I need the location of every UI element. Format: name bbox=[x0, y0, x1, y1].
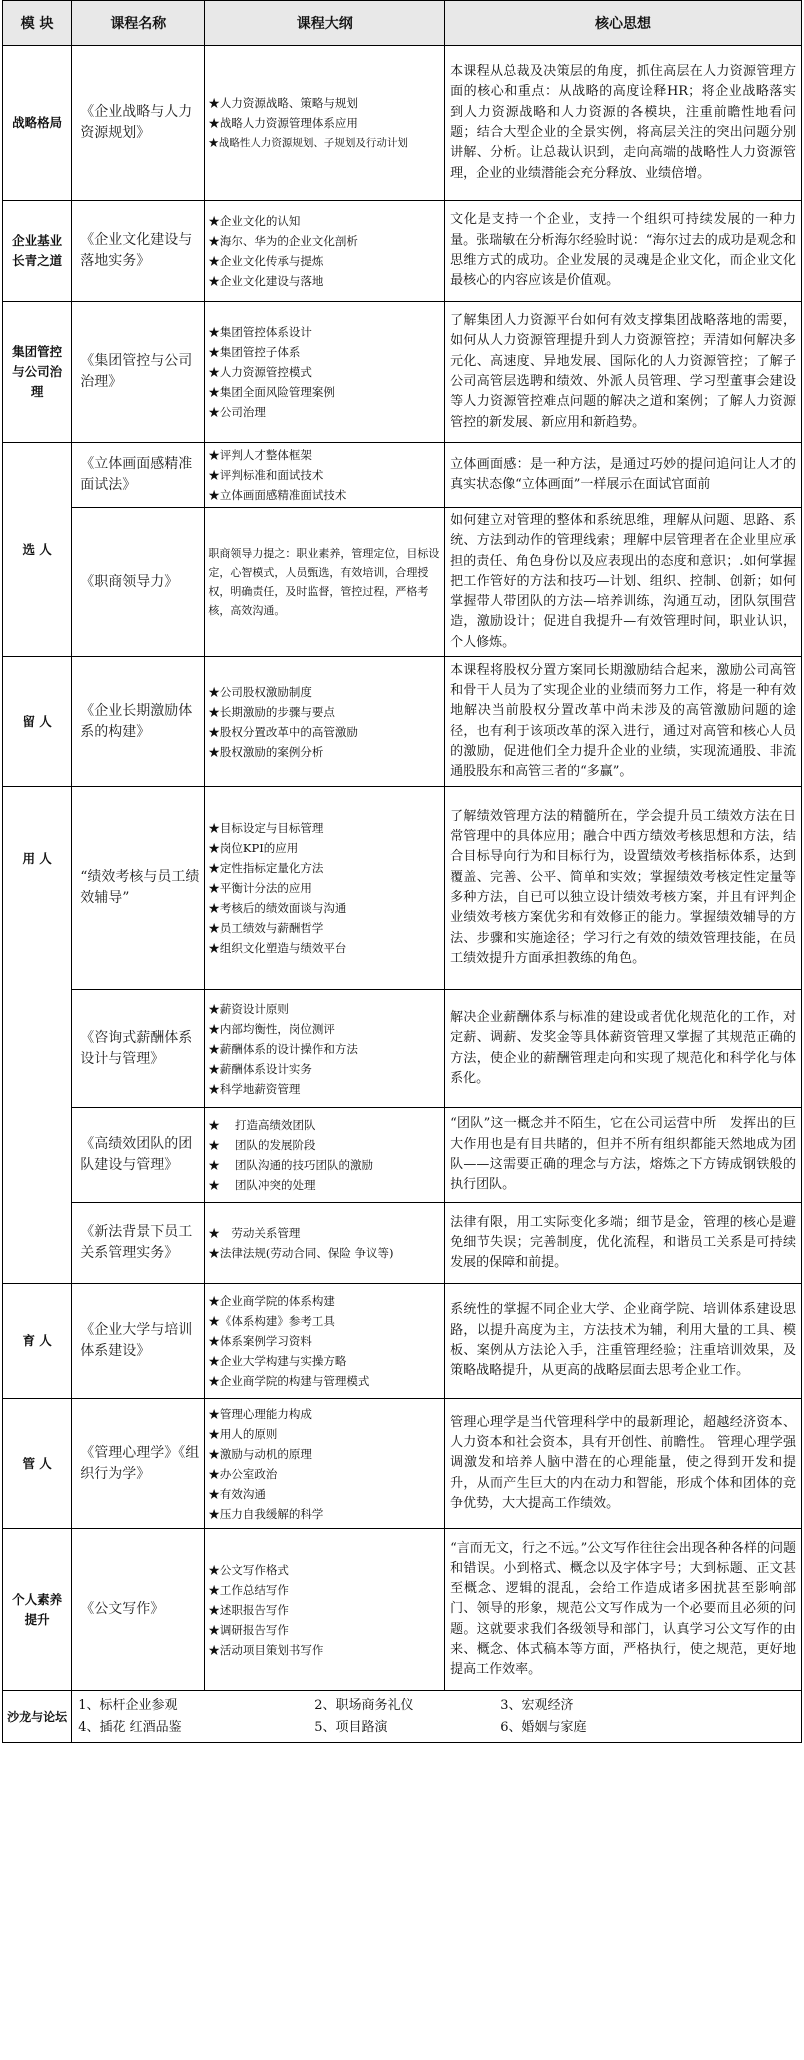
course-name: 《企业大学与培训体系建设》 bbox=[72, 1284, 205, 1399]
outline-list bbox=[205, 46, 445, 201]
course-name: 《咨询式薪酬体系设计与管理》 bbox=[72, 990, 205, 1108]
outline-item: ★ 团队的发展阶段 bbox=[208, 1138, 316, 1153]
module-cell: 企业基业长青之道 bbox=[3, 201, 72, 302]
curriculum-table bbox=[2, 0, 802, 1743]
outline-item: ★股权激励的案例分析 bbox=[208, 744, 324, 759]
outline-item: ★评判人才整体框架 bbox=[208, 448, 312, 462]
core-idea: 文化是支持一个企业，支持一个组织可持续发展的一种力量。张瑞敏在分析海尔经验时说：“海尔过去的成功是观念和思维方式的成功。企业发展的灵魂是企业文化，而企业文化最核心的内容应该是价值观。 bbox=[445, 201, 802, 302]
course-name: 《集团管控与公司治理》 bbox=[72, 302, 205, 443]
core-idea: “团队”这一概念并不陌生，它在公司运营中所 发挥出的巨大作用也是有目共睹的，但并不所有组织都能天然地成为团队——这需要正确的理念与方法，熔炼之下方铸成钢铁般的执行团队。 bbox=[445, 1108, 802, 1203]
forum-topics bbox=[72, 1691, 802, 1743]
forum-topic: 5、项目路演 bbox=[314, 1719, 388, 1735]
outline-list bbox=[205, 302, 445, 443]
outline-item: ★人力资源战略、策略与规划 bbox=[208, 96, 358, 110]
outline-item: ★考核后的绩效面谈与沟通 bbox=[208, 901, 347, 916]
outline-item: ★法律法规(劳动合同、保险 争议等) bbox=[208, 1246, 394, 1261]
course-name: 《企业文化建设与落地实务》 bbox=[72, 201, 205, 302]
header-idea: 核心思想 bbox=[445, 1, 802, 46]
outline-list bbox=[205, 1203, 445, 1284]
outline-item: ★ 团队冲突的处理 bbox=[208, 1178, 316, 1193]
outline-item: ★集团管控子体系 bbox=[208, 345, 301, 359]
core-idea: 法律有限，用工实际变化多端；细节是金，管理的核心是避免细节失误；完善制度，优化流程，和谐员工关系是可持续发展的保障和前提。 bbox=[445, 1203, 802, 1284]
outline-item: ★岗位KPI的应用 bbox=[208, 841, 299, 856]
course-name: 《新法背景下员工关系管理实务》 bbox=[72, 1203, 205, 1284]
course-name: 《职商领导力》 bbox=[72, 508, 205, 657]
module-cell: 个人素养提升 bbox=[3, 1529, 72, 1691]
module-cell: 集团管控与公司治理 bbox=[3, 302, 72, 443]
outline-item: ★评判标准和面试技术 bbox=[208, 468, 324, 482]
header-course: 课程名称 bbox=[72, 1, 205, 46]
outline-item: ★平衡计分法的应用 bbox=[208, 881, 312, 896]
course-name: 《公文写作》 bbox=[72, 1529, 205, 1691]
module-cell: 留 人 bbox=[3, 657, 72, 787]
module-cell: 用 人 bbox=[3, 787, 72, 1284]
table-row bbox=[3, 1284, 802, 1399]
table-row bbox=[3, 508, 802, 657]
outline-item: ★企业商学院的体系构建 bbox=[208, 1294, 335, 1309]
outline-item: ★员工绩效与薪酬哲学 bbox=[208, 921, 324, 936]
outline-list bbox=[205, 1529, 445, 1691]
core-idea: 了解集团人力资源平台如何有效支撑集团战略落地的需要，如何从人力资源管理提升到人力资源管控；弄清如何解决多元化、高速度、异地发展、国际化的人力资源管控；了解子公司高管层选聘和绩效、外派人员管理、学习型董事会建设等人力资源管控难点问题的解决之道和案例；了解人力资源管控的新发展、新应用和新趋势。 bbox=[445, 302, 802, 443]
table-row bbox=[3, 1529, 802, 1691]
table-row bbox=[3, 787, 802, 990]
module-cell: 战略格局 bbox=[3, 46, 72, 201]
course-name: 《企业战略与人力资源规划》 bbox=[72, 46, 205, 201]
outline-paragraph: 职商领导力提之：职业素养，管理定位，目标设定，心智模式，人员甄选，有效培训，合理授权，明确责任，及时监督，管控过程，严格考核，高效沟通。 bbox=[205, 508, 445, 657]
header-row bbox=[3, 1, 802, 46]
forum-topic: 4、插花 红酒品鉴 bbox=[78, 1719, 182, 1735]
outline-item: ★压力自我缓解的科学 bbox=[208, 1506, 324, 1521]
outline-item: ★集团全面风险管理案例 bbox=[208, 385, 335, 399]
outline-item: ★活动项目策划书写作 bbox=[208, 1642, 324, 1657]
outline-item: ★办公室政治 bbox=[208, 1466, 278, 1481]
outline-list bbox=[205, 1399, 445, 1529]
forum-module-cell: 沙龙与论坛 bbox=[3, 1691, 72, 1743]
outline-item: ★企业文化建设与落地 bbox=[208, 274, 324, 288]
table-row bbox=[3, 302, 802, 443]
outline-list bbox=[205, 443, 445, 508]
table-row bbox=[3, 1203, 802, 1284]
outline-item: ★公司股权激励制度 bbox=[208, 684, 312, 699]
outline-item: ★企业文化传承与提炼 bbox=[208, 254, 324, 268]
core-idea: 管理心理学是当代管理科学中的最新理论，超越经济资本、人力资本和社会资本，具有开创性、前瞻性。 管理心理学强调激发和培养人脑中潜在的心理能量，使之得到开发和提升，从而产生巨大的内在动力和智能，形成个体和团体的竞争优势，大大提高工作绩效。 bbox=[445, 1399, 802, 1529]
outline-list bbox=[205, 1284, 445, 1399]
outline-item: ★ 打造高绩效团队 bbox=[208, 1118, 316, 1133]
outline-item: ★组织文化塑造与绩效平台 bbox=[208, 941, 347, 956]
outline-item: ★长期激励的步骤与要点 bbox=[208, 704, 335, 719]
outline-list bbox=[205, 201, 445, 302]
module-cell: 选 人 bbox=[3, 443, 72, 657]
outline-item: ★体系案例学习资料 bbox=[208, 1334, 312, 1349]
forum-topic: 6、婚姻与家庭 bbox=[500, 1719, 587, 1735]
outline-item: ★调研报告写作 bbox=[208, 1622, 289, 1637]
table-row bbox=[3, 657, 802, 787]
outline-item: ★集团管控体系设计 bbox=[208, 325, 312, 339]
outline-item: ★用人的原则 bbox=[208, 1426, 278, 1441]
outline-item: ★《体系构建》参考工具 bbox=[208, 1314, 335, 1329]
outline-item: ★管理心理能力构成 bbox=[208, 1406, 312, 1421]
header-outline: 课程大纲 bbox=[205, 1, 445, 46]
forum-row bbox=[3, 1691, 802, 1743]
course-name: 《企业长期激励体系的构建》 bbox=[72, 657, 205, 787]
forum-topic: 2、职场商务礼仪 bbox=[314, 1697, 414, 1713]
module-cell: 育 人 bbox=[3, 1284, 72, 1399]
course-name: 《高绩效团队的团队建设与管理》 bbox=[72, 1108, 205, 1203]
outline-item: ★目标设定与目标管理 bbox=[208, 821, 324, 836]
core-idea: 系统性的掌握不同企业大学、企业商学院、培训体系建设思路，以提升高度为主，方法技术为辅，利用大量的工具、模板、案例从方法论入手，注重管理经验；注重培训效果，及策略战略提升，从更高的战略层面去思考企业工作。 bbox=[445, 1284, 802, 1399]
outline-list bbox=[205, 657, 445, 787]
table-row bbox=[3, 201, 802, 302]
core-idea: 了解绩效管理方法的精髓所在，学会提升员工绩效方法在日常管理中的具体应用；融合中西方绩效考核思想和方法，结合目标导向行为和目标行为，设置绩效考核指标体系，达到覆盖、完善、公平、简单和实效；掌握绩效考核定性定量等多种方法，自已可以独立设计绩效考核方案，并且有评判企业绩效考核方案优劣和有效修正的能力。掌握绩效辅导的方法、步骤和实施途径；学习行之有效的绩效管理技能，在员工绩效提升方面承担教练的角色。 bbox=[445, 787, 802, 990]
outline-item: ★ 劳动关系管理 bbox=[208, 1226, 301, 1241]
header-module: 模 块 bbox=[3, 1, 72, 46]
core-idea: 本课程从总裁及决策层的角度，抓住高层在人力资源管理方面的核心和重点：从战略的高度诠释HR；将企业战略落实到人力资源战略和人力资源的各模块，注重前瞻性地看问题；结合大型企业的全景实例，将高层关注的突出问题分别讲解、分析。让总裁认识到，走向高端的战略性人力资源管理，企业的业绩潜能会充分释放、业绩倍增。 bbox=[445, 46, 802, 201]
table-row bbox=[3, 46, 802, 201]
table-row bbox=[3, 1399, 802, 1529]
core-idea: 如何建立对管理的整体和系统思维，理解从问题、思路、系统、方法到动作的管理线索；理解中层管理者在企业里应承担的责任、角色身份以及应表现出的态度和意识；.如何掌握把工作管好的方法和技巧—计划、组织、控制、创新；如何掌握带人带团队的方法—培养训练，沟通互动，团队氛围营造，激励设计；促进自我提升—有效管理时间，职业认识，个人修炼。 bbox=[445, 508, 802, 657]
table-row bbox=[3, 1108, 802, 1203]
table-row bbox=[3, 443, 802, 508]
outline-item: ★人力资源管控模式 bbox=[208, 365, 312, 379]
outline-item: ★企业文化的认知 bbox=[208, 214, 301, 228]
module-cell: 管 人 bbox=[3, 1399, 72, 1529]
outline-item: ★公文写作格式 bbox=[208, 1562, 289, 1577]
outline-item: ★定性指标定量化方法 bbox=[208, 861, 324, 876]
outline-item: ★ 团队沟通的技巧团队的激励 bbox=[208, 1158, 374, 1173]
outline-item: ★企业大学构建与实操方略 bbox=[208, 1354, 347, 1369]
outline-list bbox=[205, 990, 445, 1108]
forum-topic: 3、宏观经济 bbox=[500, 1697, 574, 1713]
outline-item: ★海尔、华为的企业文化剖析 bbox=[208, 234, 358, 248]
course-name: 《立体画面感精准面试法》 bbox=[72, 443, 205, 508]
outline-item: ★激励与动机的原理 bbox=[208, 1446, 312, 1461]
outline-item: ★企业商学院的构建与管理模式 bbox=[208, 1374, 370, 1389]
outline-item: ★薪资设计原则 bbox=[208, 1001, 289, 1016]
outline-item: ★内部均衡性，岗位测评 bbox=[208, 1021, 335, 1036]
outline-item: ★公司治理 bbox=[208, 405, 266, 419]
core-idea: “言而无文，行之不远。”公文写作往往会出现各种各样的问题和错误。小到格式、概念以及字体字号；大到标题、正文甚至概念、逻辑的混乱，会给工作造成诸多困扰甚至影响部门、领导的形象，规范公文写作成为一个必要而且必须的问题。这就要求我们各级领导和部门，认真学习公文写作的由来、概念、体式稿本等方面，严格执行，使之规范，更好地提高工作效率。 bbox=[445, 1529, 802, 1691]
outline-item: ★股权分置改革中的高管激励 bbox=[208, 724, 358, 739]
course-name: “绩效考核与员工绩效辅导” bbox=[72, 787, 205, 990]
course-name: 《管理心理学》《组织行为学》 bbox=[72, 1399, 205, 1529]
outline-list bbox=[205, 1108, 445, 1203]
core-idea: 立体画面感：是一种方法，是通过巧妙的提问追问让人才的真实状态像“立体画面”一样展示在面试官面前 bbox=[445, 443, 802, 508]
outline-item: ★战略性人力资源规划、子规划及行动计划 bbox=[208, 137, 408, 149]
table-row bbox=[3, 990, 802, 1108]
core-idea: 解决企业薪酬体系与标准的建设或者优化规范化的工作，对定薪、调薪、发奖金等具体薪资管理又掌握了其规范正确的方法，使企业的薪酬管理走向和实现了规范化和科学化与体系化。 bbox=[445, 990, 802, 1108]
outline-item: ★立体画面感精准面试技术 bbox=[208, 488, 347, 502]
forum-topic: 1、标杆企业参观 bbox=[78, 1697, 178, 1713]
outline-item: ★科学地薪资管理 bbox=[208, 1081, 301, 1096]
outline-item: ★战略人力资源管理体系应用 bbox=[208, 116, 358, 130]
outline-item: ★薪酬体系设计实务 bbox=[208, 1061, 312, 1076]
outline-item: ★有效沟通 bbox=[208, 1486, 266, 1501]
outline-item: ★述职报告写作 bbox=[208, 1602, 289, 1617]
core-idea: 本课程将股权分置方案同长期激励结合起来，激励公司高管和骨干人员为了实现企业的业绩而努力工作，将是一种有效地解决当前股权分置改革中尚未涉及的高管激励问题的途径，也有利于该项改革的深入进行，通过对高管和核心人员的激励，促进他们全力提升企业的业绩，实现流通股、非流通股股东和高管三者的“多赢”。 bbox=[445, 657, 802, 787]
outline-list bbox=[205, 787, 445, 990]
outline-item: ★工作总结写作 bbox=[208, 1582, 289, 1597]
outline-item: ★薪酬体系的设计操作和方法 bbox=[208, 1041, 358, 1056]
